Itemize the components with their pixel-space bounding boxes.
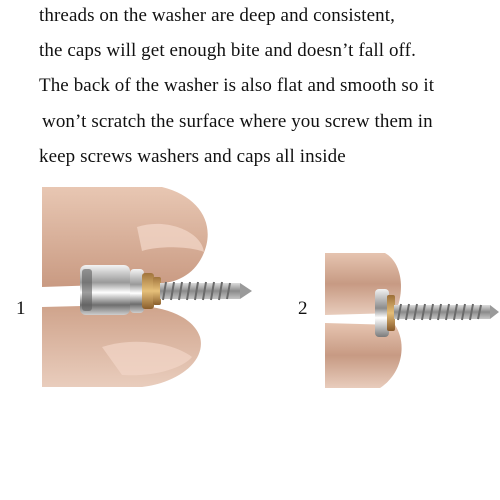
fingers-holding-screw-washer-and-cap-photo bbox=[42, 187, 257, 387]
description-line: The back of the washer is also flat and smooth so it bbox=[39, 75, 435, 96]
step-number-1: 1 bbox=[16, 298, 26, 319]
description-text bbox=[0, 0, 500, 180]
description-line: won’t scratch the surface where you screw them in bbox=[42, 111, 433, 132]
fingers-holding-assembled-screw-cap-photo bbox=[325, 253, 500, 388]
description-line: threads on the washer are deep and consistent, bbox=[39, 5, 395, 26]
step-number-2: 2 bbox=[298, 298, 308, 319]
description-line: keep screws washers and caps all inside bbox=[39, 146, 346, 167]
description-line: the caps will get enough bite and doesn’t fall off. bbox=[39, 40, 416, 61]
